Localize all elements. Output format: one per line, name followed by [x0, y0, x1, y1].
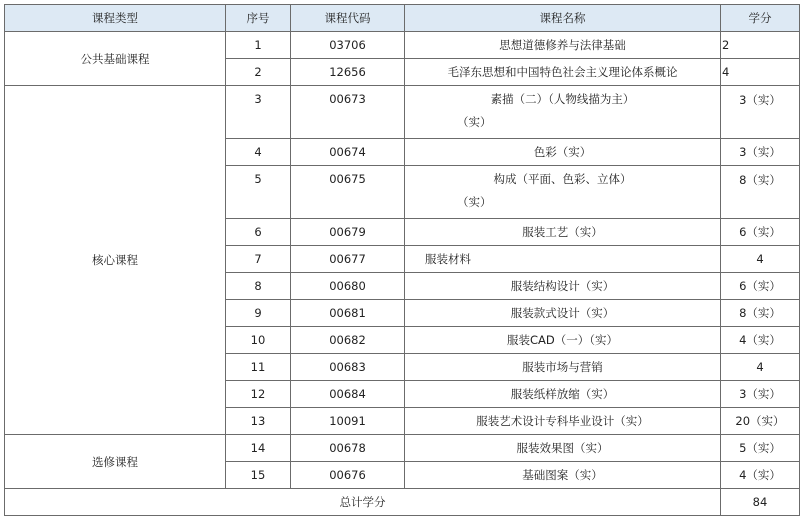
row-no: 11: [226, 354, 291, 381]
row-code: 00678: [291, 435, 405, 462]
row-credit: 6（实）: [721, 219, 800, 246]
header-credit: 学分: [721, 5, 800, 32]
row-credit: 4: [721, 246, 800, 273]
row-name: 基础图案（实）: [405, 462, 721, 489]
row-name: 服装艺术设计专科毕业设计（实）: [405, 408, 721, 435]
row-no: 15: [226, 462, 291, 489]
row-no: 13: [226, 408, 291, 435]
row-name-line1: 素描（二）（人物线描为主）: [490, 92, 635, 106]
row-no: 2: [226, 59, 291, 86]
header-no: 序号: [226, 5, 291, 32]
row-no: 7: [226, 246, 291, 273]
row-credit: 8（实）: [721, 166, 800, 219]
row-code: 00677: [291, 246, 405, 273]
row-name: 思想道德修养与法律基础: [405, 32, 721, 59]
row-name: 色彩（实）: [405, 139, 721, 166]
row-no: 10: [226, 327, 291, 354]
row-code: 10091: [291, 408, 405, 435]
row-credit: 8（实）: [721, 300, 800, 327]
row-name: 毛泽东思想和中国特色社会主义理论体系概论: [405, 59, 721, 86]
row-credit: 20（实）: [721, 408, 800, 435]
row-credit: 4: [721, 59, 800, 86]
row-no: 4: [226, 139, 291, 166]
row-no: 5: [226, 166, 291, 219]
row-name-line1: 构成（平面、色彩、立体）: [493, 172, 632, 186]
total-label: 总计学分: [5, 489, 721, 516]
row-code: 12656: [291, 59, 405, 86]
row-name: [405, 166, 721, 219]
row-code: 00680: [291, 273, 405, 300]
row-credit: 3（实）: [721, 86, 800, 139]
row-code: 00679: [291, 219, 405, 246]
row-code: 00674: [291, 139, 405, 166]
row-code: 00675: [291, 166, 405, 219]
row-code: 00684: [291, 381, 405, 408]
header-name: 课程名称: [405, 5, 721, 32]
row-credit: 5（实）: [721, 435, 800, 462]
row-code: 00683: [291, 354, 405, 381]
category-elective: 选修课程: [5, 435, 226, 489]
category-public: 公共基础课程: [5, 32, 226, 86]
row-no: 14: [226, 435, 291, 462]
row-no: 9: [226, 300, 291, 327]
row-credit: 4（实）: [721, 327, 800, 354]
row-no: 3: [226, 86, 291, 139]
row-credit: 6（实）: [721, 273, 800, 300]
row-name: 服装CAD（一）（实）: [405, 327, 721, 354]
header-type: 课程类型: [5, 5, 226, 32]
row-name: 服装材料: [405, 246, 721, 273]
category-core: 核心课程: [5, 86, 226, 435]
row-name: 服装工艺（实）: [405, 219, 721, 246]
header-row: [5, 5, 800, 32]
row-code: 00673: [291, 86, 405, 139]
header-code: 课程代码: [291, 5, 405, 32]
total-value: 84: [721, 489, 800, 516]
row-name: 服装纸样放缩（实）: [405, 381, 721, 408]
row-name-line2: （实）: [457, 115, 492, 129]
row-name: [405, 86, 721, 139]
row-credit: 3（实）: [721, 139, 800, 166]
row-code: 00681: [291, 300, 405, 327]
row-name: 服装市场与营销: [405, 354, 721, 381]
course-table: [4, 4, 800, 516]
row-credit: 4: [721, 354, 800, 381]
row-name: 服装效果图（实）: [405, 435, 721, 462]
table-row: [5, 32, 800, 59]
row-name-line2: （实）: [457, 195, 492, 209]
row-no: 1: [226, 32, 291, 59]
row-code: 00682: [291, 327, 405, 354]
row-credit: 4（实）: [721, 462, 800, 489]
row-code: 00676: [291, 462, 405, 489]
row-name: 服装结构设计（实）: [405, 273, 721, 300]
total-row: [5, 489, 800, 516]
row-credit: 3（实）: [721, 381, 800, 408]
row-code: 03706: [291, 32, 405, 59]
row-credit: 2: [721, 32, 800, 59]
row-no: 12: [226, 381, 291, 408]
row-name: 服装款式设计（实）: [405, 300, 721, 327]
row-no: 6: [226, 219, 291, 246]
table-row: [5, 435, 800, 462]
table-row: [5, 86, 800, 139]
row-no: 8: [226, 273, 291, 300]
